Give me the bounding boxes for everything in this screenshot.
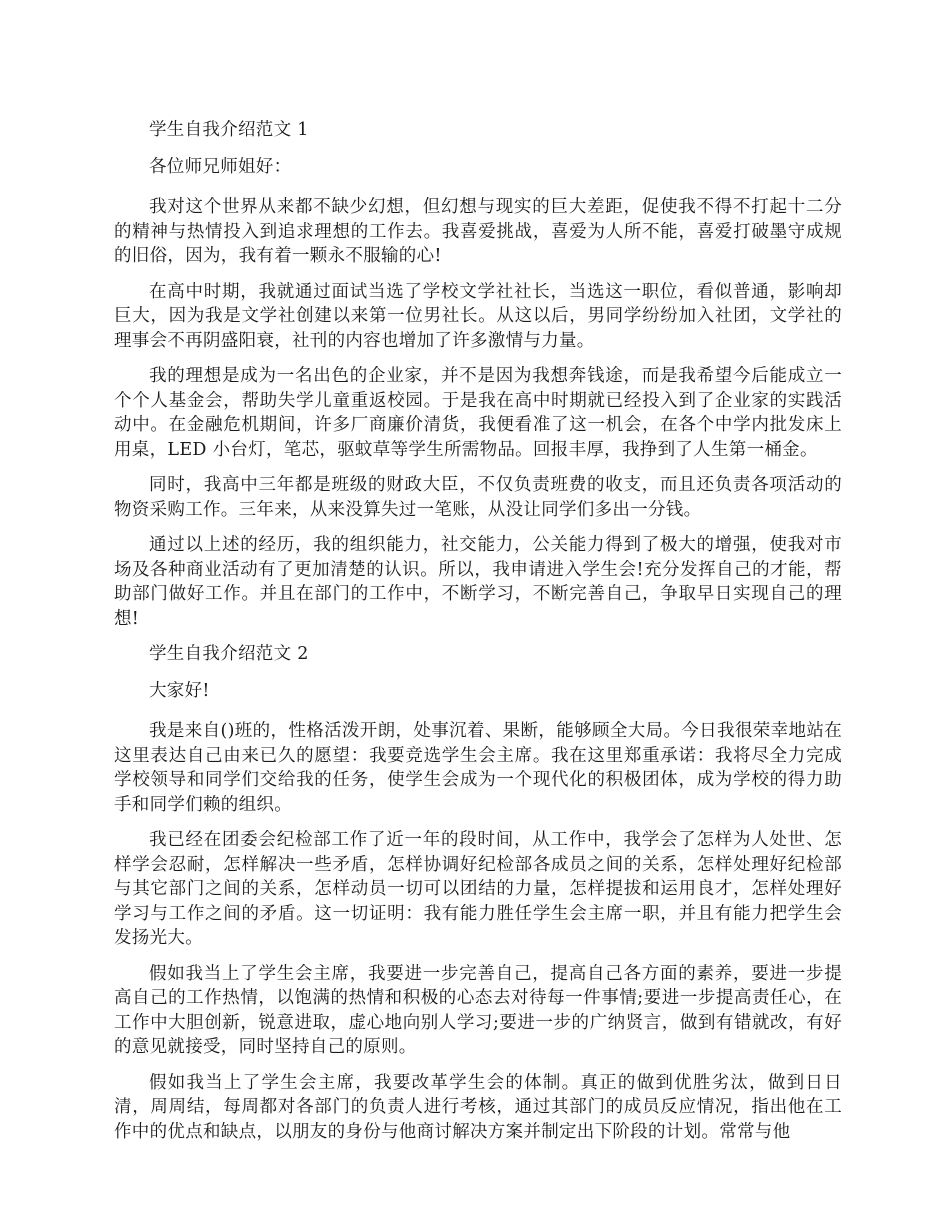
- section-2-paragraph: 假如我当上了学生会主席，我要进一步完善自己，提高自己各方面的素养，要进一步提高自己的工作热情，以饱满的热情和积极的心态去对待每一件事情;要进一步提高责任心，在工作中大胆创新，锐意进取，虚心地向别人学习;要进一步的广纳贤言，做到有错就改，有好的意见就接受，同时坚持自己的原则。: [114, 963, 842, 1057]
- section-2-paragraph: 我已经在团委会纪检部工作了近一年的段时间，从工作中，我学会了怎样为人处世、怎样学会忍耐，怎样解决一些矛盾，怎样协调好纪检部各成员之间的关系，怎样处理好纪检部与其它部门之间的关系，怎样动员一切可以团结的力量，怎样提拔和运用良才，怎样处理好学习与工作之间的矛盾。这一切证明：我有能力胜任学生会主席一职，并且有能力把学生会发扬光大。: [114, 830, 842, 948]
- section-2-title: 学生自我介绍范文 2: [149, 644, 309, 664]
- section-1-paragraph: 同时，我高中三年都是班级的财政大臣，不仅负责班费的收支，而且还负责各项活动的物资采购工作。三年来，从来没算失过一笔账，从没让同学们多出一分钱。: [114, 475, 842, 520]
- section-2-paragraph: 假如我当上了学生会主席，我要改革学生会的体制。真正的做到优胜劣汰，做到日日清，周周结，每周都对各部门的负责人进行考核，通过其部门的成员反应情况，指出他在工作中的优点和缺点，以朋友的身份与他商讨解决方案并制定出下阶段的计划。常常与他: [114, 1072, 842, 1142]
- section-2-paragraph: 我是来自()班的，性格活泼开朗，处事沉着、果断，能够顾全大局。今日我很荣幸地站在这里表达自己由来已久的愿望：我要竞选学生会主席。我在这里郑重承诺：我将尽全力完成学校领导和同学们交给我的任务，使学生会成为一个现代化的积极团体，成为学校的得力助手和同学们赖的组织。: [114, 721, 842, 815]
- section-1-title: 学生自我介绍范文 1: [149, 120, 309, 140]
- section-1-paragraph: 我的理想是成为一名出色的企业家，并不是因为我想奔钱途，而是我希望今后能成立一个个人基金会，帮助失学儿童重返校园。于是我在高中时期就已经投入到了企业家的实践活动中。在金融危机期间，许多厂商廉价清货，我便看准了这一机会，在各个中学内批发床上用桌，LED 小台灯，笔芯，驱蚊草等学生所需物品。回报丰厚，我挣到了人生第一桶金。: [114, 366, 842, 460]
- document-page: [114, 118, 842, 1155]
- section-2-greeting: 大家好!: [149, 680, 210, 701]
- section-1-paragraph: 我对这个世界从来都不缺少幻想，但幻想与现实的巨大差距，促使我不得不打起十二分的精神与热情投入到追求理想的工作去。我喜爱挑战，喜爱为人所不能，喜爱打破墨守成规的旧俗，因为，我有着一颗永不服输的心!: [114, 197, 842, 266]
- section-1-greeting: 各位师兄师姐好：: [149, 156, 292, 177]
- section-1-paragraph: 在高中时期，我就通过面试当选了学校文学社社长，当选这一职位，看似普通，影响却巨大，因为我是文学社创建以来第一位男社长。从这以后，男同学纷纷加入社团，文学社的理事会不再阴盛阳衰，社刊的内容也增加了许多激情与力量。: [114, 281, 842, 351]
- section-1-paragraph: 通过以上述的经历，我的组织能力，社交能力，公关能力得到了极大的增强，使我对市场及各种商业活动有了更加清楚的认识。所以，我申请进入学生会!充分发挥自己的才能，帮助部门做好工作。并且在部门的工作中，不断学习，不断完善自己，争取早日实现自己的理想!: [114, 535, 842, 629]
